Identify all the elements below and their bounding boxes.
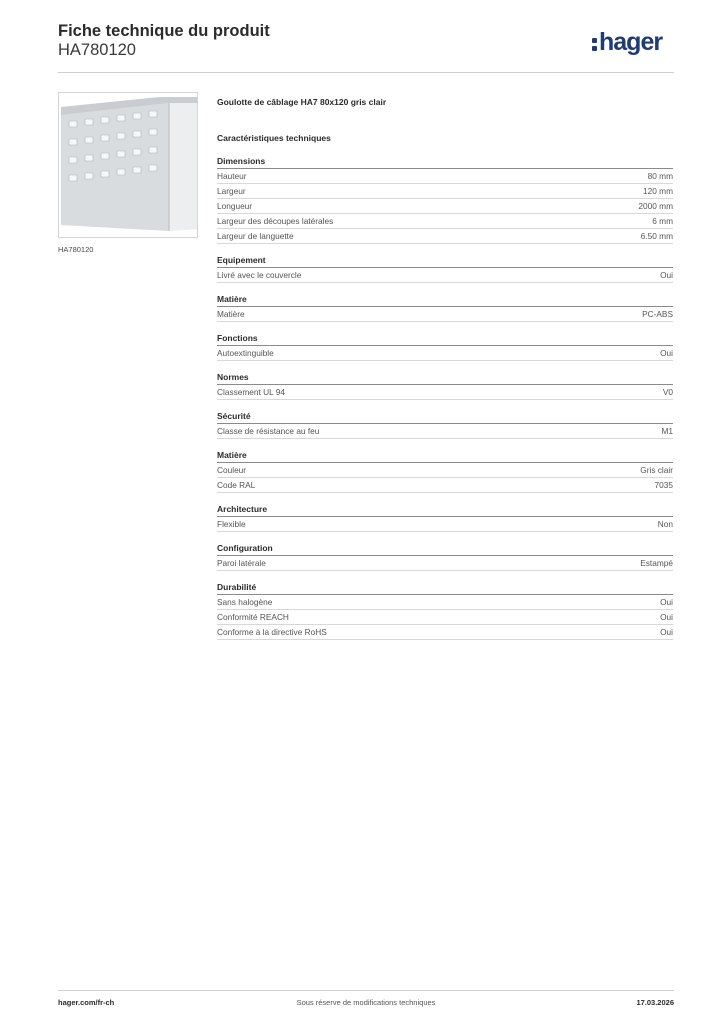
spec-label: Classe de résistance au feu <box>217 426 320 436</box>
spec-row <box>217 424 673 439</box>
section-title: Equipement <box>217 254 673 268</box>
footer-website: hager.com/fr-ch <box>58 998 115 1007</box>
spec-label: Flexible <box>217 519 246 529</box>
product-content <box>217 95 673 650</box>
spec-row <box>217 385 673 400</box>
spec-label: Largeur <box>217 186 246 196</box>
spec-section <box>217 371 673 400</box>
spec-row <box>217 556 673 571</box>
section-title: Matière <box>217 293 673 307</box>
spec-section <box>217 293 673 322</box>
spec-row <box>217 229 673 244</box>
spec-label: Autoextinguible <box>217 348 274 358</box>
spec-row <box>217 214 673 229</box>
footer-divider <box>58 990 674 991</box>
spec-row <box>217 199 673 214</box>
spec-row <box>217 478 673 493</box>
spec-section <box>217 503 673 532</box>
spec-value: Gris clair <box>640 465 673 475</box>
footer-date: 17.03.2026 <box>636 998 674 1007</box>
section-title: Normes <box>217 371 673 385</box>
logo-dots-icon <box>592 36 598 52</box>
section-title: Sécurité <box>217 410 673 424</box>
spec-value: Estampé <box>640 558 673 568</box>
spec-value: PC-ABS <box>642 309 673 319</box>
spec-label: Largeur de languette <box>217 231 294 241</box>
spec-row <box>217 268 673 283</box>
product-reference: HA780120 <box>58 41 136 59</box>
spec-row <box>217 184 673 199</box>
spec-value: Oui <box>660 348 673 358</box>
spec-value: 6.50 mm <box>640 231 673 241</box>
spec-value: M1 <box>661 426 673 436</box>
spec-sections <box>217 155 673 640</box>
spec-row <box>217 307 673 322</box>
spec-label: Longueur <box>217 201 253 211</box>
technical-characteristics-heading: Caractéristiques techniques <box>217 133 331 143</box>
spec-value: Non <box>657 519 673 529</box>
spec-label: Sans halogène <box>217 597 273 607</box>
spec-label: Couleur <box>217 465 247 475</box>
image-caption: HA780120 <box>58 245 94 254</box>
logo-text: hager <box>599 28 663 56</box>
spec-row <box>217 595 673 610</box>
spec-label: Code RAL <box>217 480 256 490</box>
section-title: Architecture <box>217 503 673 517</box>
spec-label: Conforme à la directive RoHS <box>217 627 327 637</box>
spec-label: Largeur des découpes latérales <box>217 216 334 226</box>
spec-value: V0 <box>662 387 673 397</box>
document-title: Fiche technique du produit <box>58 22 270 40</box>
footer-disclaimer: Sous réserve de modifications techniques <box>296 998 436 1007</box>
spec-value: Oui <box>660 627 673 637</box>
product-name: Goulotte de câblage HA7 80x120 gris clair <box>217 97 387 107</box>
spec-label: Hauteur <box>217 171 247 181</box>
section-title: Matière <box>217 449 673 463</box>
spec-value: 80 mm <box>647 171 673 181</box>
spec-label: Livré avec le couvercle <box>217 270 302 280</box>
spec-label: Paroi latérale <box>217 558 266 568</box>
spec-section <box>217 254 673 283</box>
product-image <box>58 92 198 238</box>
spec-row <box>217 610 673 625</box>
section-title: Fonctions <box>217 332 673 346</box>
spec-section <box>217 155 673 244</box>
spec-section <box>217 542 673 571</box>
section-title: Configuration <box>217 542 673 556</box>
spec-value: 6 mm <box>652 216 673 226</box>
spec-value: Oui <box>660 270 673 280</box>
hager-logo <box>592 28 662 56</box>
section-title: Dimensions <box>217 155 673 169</box>
spec-value: 120 mm <box>643 186 673 196</box>
spec-label: Conformité REACH <box>217 612 289 622</box>
spec-row <box>217 517 673 532</box>
spec-value: 2000 mm <box>638 201 673 211</box>
spec-section <box>217 332 673 361</box>
spec-section <box>217 410 673 439</box>
spec-section <box>217 449 673 493</box>
spec-label: Matière <box>217 309 245 319</box>
spec-row <box>217 346 673 361</box>
section-title: Durabilité <box>217 581 673 595</box>
spec-row <box>217 625 673 640</box>
spec-value: 7035 <box>654 480 673 490</box>
header-divider <box>58 72 674 73</box>
spec-row <box>217 463 673 478</box>
spec-label: Classement UL 94 <box>217 387 285 397</box>
spec-value: Oui <box>660 597 673 607</box>
cable-duct-illustration <box>59 93 198 238</box>
spec-value: Oui <box>660 612 673 622</box>
document-header <box>58 22 270 60</box>
spec-row <box>217 169 673 184</box>
spec-section <box>217 581 673 640</box>
